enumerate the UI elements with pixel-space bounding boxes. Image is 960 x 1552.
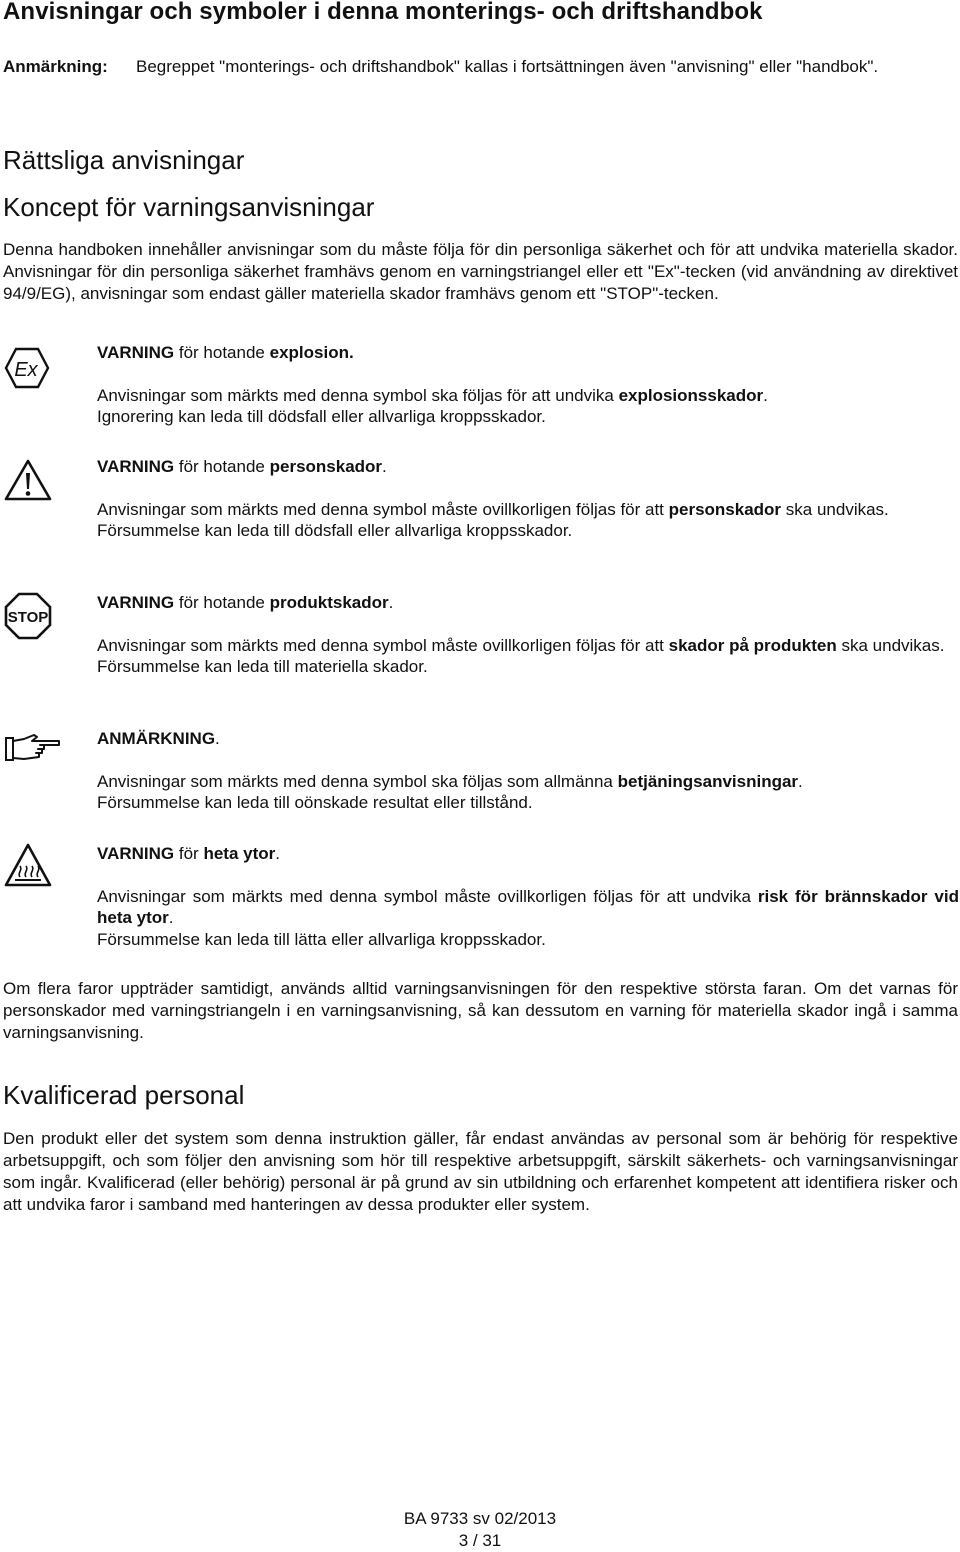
qualified-paragraph: Den produkt eller det system som denna instruktion gäller, får endast användas av personal som är behörig för respektive arbetsuppgift, och som följer den anvisning som hör till respektive arbetsuppgift, särskilt säkerhets- och varningsanvisningar som ingår. Kvalificerad (eller behörig) personal är på grund av sin utbildning och erfarenhet kompetent att identifiera risker och att undvika faror i samband med hanteringen av dessa produkter eller system. xyxy=(3,1129,958,1214)
pointing-hand-icon xyxy=(4,732,62,764)
legal-intro: Denna handboken innehåller anvisningar som du måste följa för din personliga säkerhet och för att undvika materiella skador. Anvisningar för din personliga säkerhet framhävs genom en varningstriangel eller ett "Ex"-tecken (vid användning av direktivet 94/9/EG), anvisningar som endast gäller materiella skador framhävs genom ett "STOP"-tecken. xyxy=(3,240,958,303)
note-paragraph xyxy=(3,56,958,77)
general-note xyxy=(97,728,959,814)
note-body: Anvisningar som märkts med denna symbol ska följas som allmänna betjäningsanvisningar. Försummelse kan leda till oönskade resultat eller tillstånd. xyxy=(97,771,803,812)
warning-heading: VARNING för hotande produktskador. xyxy=(97,593,394,612)
warning-body: Anvisningar som märkts med denna symbol måste ovillkorligen följas för att personskador ska undvikas. Försummelse kan leda till dödsfall eller allvarliga kroppsskador. xyxy=(97,499,889,540)
warning-body: Anvisningar som märkts med denna symbol ska följas för att undvika explosionsskador. Ignorering kan leda till dödsfall eller allvarliga kroppsskador. xyxy=(97,385,768,426)
hot-surface-icon xyxy=(4,842,52,888)
warning-explosion xyxy=(97,342,959,428)
stop-sign-icon xyxy=(4,592,52,640)
warning-body: Anvisningar som märkts med denna symbol måste ovillkorligen följas för att skador på produkten ska undvikas. Försummelse kan leda till materiella skador. xyxy=(97,635,945,676)
warning-body: Anvisningar som märkts med denna symbol måste ovillkorligen följas för att undvika risk för brännskador vid heta ytor. Försummelse kan leda till lätta eller allvarliga kroppsskador. xyxy=(97,886,959,949)
page-title: Anvisningar och symboler i denna monterings- och driftshandbok xyxy=(3,0,763,25)
note-heading: ANMÄRKNING. xyxy=(97,729,220,748)
legal-heading: Rättsliga anvisningar xyxy=(3,145,245,175)
warning-triangle-icon xyxy=(4,458,52,502)
footer-doc-id: BA 9733 sv 02/2013 xyxy=(403,1509,557,1528)
warning-heading: VARNING för hotande explosion. xyxy=(97,343,354,362)
warning-hot-surfaces xyxy=(97,843,959,950)
note-text: Begreppet "monterings- och driftshandbok" kallas i fortsättningen även "anvisning" eller "handbok". xyxy=(136,57,879,76)
svg-text:Ex: Ex xyxy=(14,359,38,381)
warning-product-damage xyxy=(97,592,959,678)
footer-page-number: 3 / 31 xyxy=(458,1531,502,1550)
warning-heading: VARNING för heta ytor. xyxy=(97,844,280,863)
warning-personal-injury xyxy=(97,456,959,542)
svg-text:STOP: STOP xyxy=(7,609,49,626)
note-label: Anmärkning: xyxy=(3,57,108,76)
legal-subheading: Koncept för varningsanvisningar xyxy=(3,192,375,222)
warning-heading: VARNING för hotande personskador. xyxy=(97,457,387,476)
qualified-heading: Kvalificerad personal xyxy=(3,1080,245,1110)
multiple-dangers-paragraph: Om flera faror uppträder samtidigt, används alltid varningsanvisningen för den respektive största faran. Om det varnas för personskador med varningstriangeln i en varningsanvisning, så kan dessutom en varning för materiella skador ingå i samma varningsanvisning. xyxy=(3,979,958,1042)
ex-hexagon-icon xyxy=(4,347,50,389)
